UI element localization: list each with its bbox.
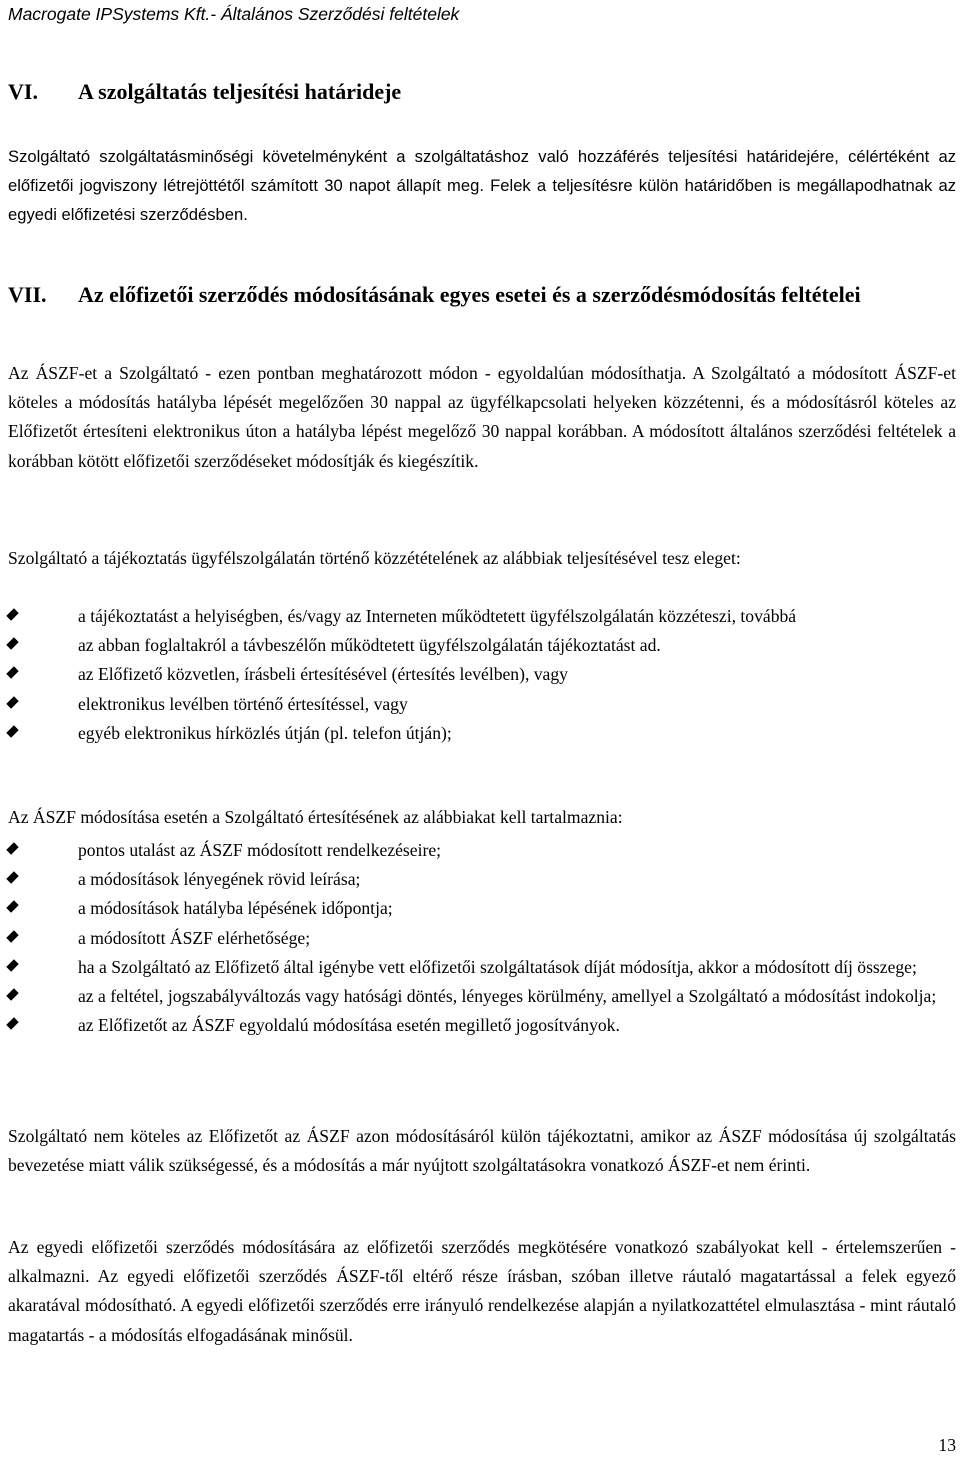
list-item: az Előfizetőt az ÁSZF egyoldalú módosítása esetén megillető jogosítványok. [8, 1011, 956, 1040]
list-item: az a feltétel, jogszabályváltozás vagy hatósági döntés, lényeges körülmény, amellyel a Szolgáltató a módosítást indokolja; [8, 982, 956, 1011]
section-7-paragraph-1: Az ÁSZF-et a Szolgáltató - ezen pontban meghatározott módon - egyoldalúan módosíthatja. A Szolgáltató a módosított ÁSZF-et köteles a módosítás hatályba lépését megelőzően 30 nappal az ügyfélkapcsolati helyeken közzétenni, és a módosításról köteles az Előfizetőt értesíteni elektronikus úton a hatályba lépést megelőző 30 nappal korábban. A módosított általános szerződési feltételek a korábban kötött előfizetői szerződéseket módosítják és kiegészítik. [8, 363, 956, 471]
list-item: a tájékoztatást a helyiségben, és/vagy az Interneten működtetett ügyfélszolgálatán közzéteszi, továbbá [8, 602, 956, 631]
diamond-bullet-icon [6, 637, 18, 649]
section-7-paragraph-4: Szolgáltató nem köteles az Előfizetőt az ÁSZF azon módosításáról külön tájékoztatni, amikor az ÁSZF módosítása új szolgáltatás bevezetése miatt válik szükségessé, és a módosítás a már nyújtott szolgáltatásokra vonatkozó ÁSZF-et nem érinti. [8, 1126, 956, 1176]
diamond-bullet-icon [6, 842, 18, 854]
section-7-number: VII. [8, 282, 47, 307]
section-7-paragraph-3: Az ÁSZF módosítása esetén a Szolgáltató értesítésének az alábbiakat kell tartalmaznia: [8, 807, 623, 827]
page-number: 13 [938, 1435, 956, 1455]
notification-methods-list [8, 602, 956, 748]
diamond-bullet-icon [6, 608, 18, 620]
section-7-paragraph-5: Az egyedi előfizetői szerződés módosítására az előfizetői szerződés megkötésére vonatkozó szabályokat kell - értelemszerűen - alkalmazni. Az egyedi előfizetői szerződés ÁSZF-től eltérő része írásban, szóban illetve ráutaló magatartással a felek egyező akaratával módosítható. A egyedi előfizetői szerződés erre irányuló rendelkezése alapján a nyilatkozattétel elmulasztása - mint ráutaló magatartás - a módosítás elfogadásának minősül. [8, 1237, 956, 1345]
diamond-bullet-icon [6, 959, 18, 971]
diamond-bullet-icon [6, 930, 18, 942]
diamond-bullet-icon [6, 667, 18, 679]
section-6-title: A szolgáltatás teljesítési határideje [78, 79, 402, 104]
diamond-bullet-icon [6, 696, 18, 708]
section-7-title: Az előfizetői szerződés módosításának egyes esetei és a szerződésmódosítás feltételei [78, 282, 861, 307]
diamond-bullet-icon [6, 988, 18, 1000]
diamond-bullet-icon [6, 871, 18, 883]
diamond-bullet-icon [6, 901, 18, 913]
list-item: ha a Szolgáltató az Előfizető által igénybe vett előfizetői szolgáltatások díját módosítja, akkor a módosított díj összege; [8, 953, 956, 982]
list-item: az Előfizető közvetlen, írásbeli értesítésével (értesítés levélben), vagy [8, 660, 956, 689]
diamond-bullet-icon [6, 725, 18, 737]
list-item: a módosítások lényegének rövid leírása; [8, 865, 956, 894]
list-item: pontos utalást az ÁSZF módosított rendelkezéseire; [8, 836, 956, 865]
list-item: az abban foglaltakról a távbeszélőn működtetett ügyfélszolgálatán tájékoztatást ad. [8, 631, 956, 660]
list-item: a módosított ÁSZF elérhetősége; [8, 924, 956, 953]
section-7-paragraph-2: Szolgáltató a tájékoztatás ügyfélszolgálatán történő közzétételének az alábbiak teljesítésével tesz eleget: [8, 548, 741, 568]
page-header: Macrogate IPSystems Kft.- Általános Szerződési feltételek [8, 4, 460, 24]
document-page [8, 0, 956, 1460]
notification-contents-list [8, 836, 956, 1040]
section-6-number: VI. [8, 79, 38, 104]
section-6-paragraph: Szolgáltató szolgáltatásminőségi követelményként a szolgáltatáshoz való hozzáférés teljesítési határidejére, célértéként az előfizetői jogviszony létrejöttétől számított 30 napot állapít meg. Felek a teljesítésre külön határidőben is megállapodhatnak az egyedi előfizetési szerződésben. [8, 147, 956, 225]
list-item: a módosítások hatályba lépésének időpontja; [8, 894, 956, 923]
diamond-bullet-icon [6, 1018, 18, 1030]
list-item: elektronikus levélben történő értesítéssel, vagy [8, 690, 956, 719]
list-item: egyéb elektronikus hírközlés útján (pl. telefon útján); [8, 719, 956, 748]
